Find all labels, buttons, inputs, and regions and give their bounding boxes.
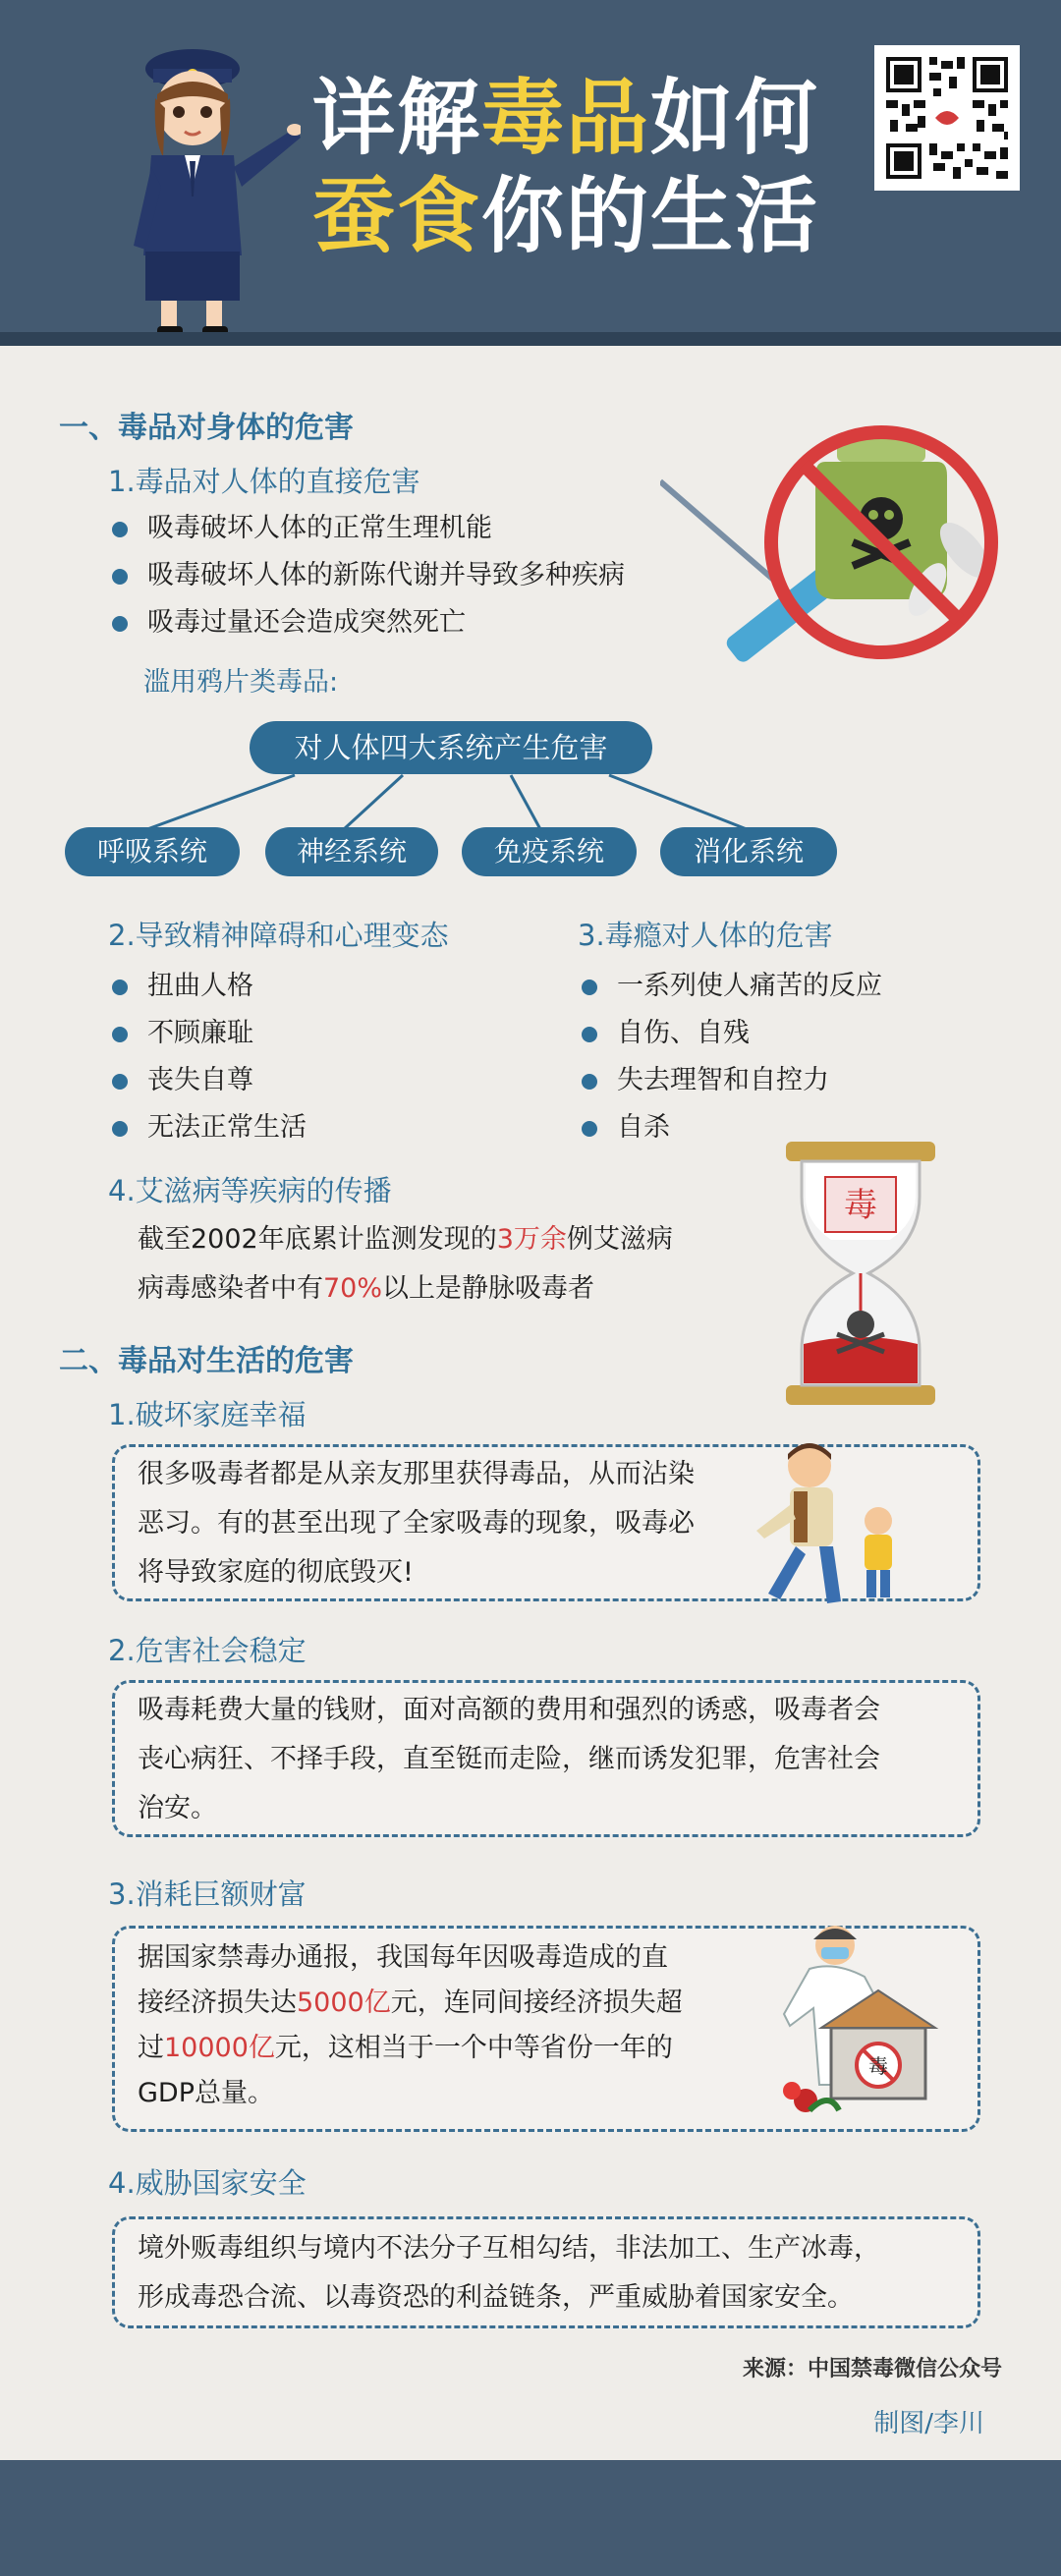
author-credit: 制图/李川 xyxy=(873,2409,984,2438)
list-item: 丧失自尊 xyxy=(108,1057,307,1104)
section1-sub4-title: 4.艾滋病等疾病的传播 xyxy=(108,1174,392,1207)
system-respiratory: 呼吸系统 xyxy=(65,827,240,876)
qr-code-icon xyxy=(882,53,1012,183)
header-banner xyxy=(0,0,1061,334)
list-item: 吸毒破坏人体的正常生理机能 xyxy=(108,505,625,552)
family-illustration xyxy=(749,1436,916,1609)
svg-text:毒: 毒 xyxy=(844,1186,877,1225)
list-item: 失去理智和自控力 xyxy=(578,1057,882,1104)
section1-sub1-list xyxy=(108,505,625,646)
list-item: 吸毒过量还会造成突然死亡 xyxy=(108,599,625,646)
qr-code[interactable] xyxy=(874,45,1020,191)
svg-text:毒: 毒 xyxy=(868,2054,888,2078)
four-systems-pill: 对人体四大系统产生危害 xyxy=(250,721,652,774)
section2-sub1-title: 1.破坏家庭幸福 xyxy=(108,1398,307,1431)
aids-stat-line2: 病毒感染者中有70%以上是静脉吸毒者 xyxy=(138,1273,595,1304)
security-text: 境外贩毒组织与境内不法分子互相勾结，非法加工、生产冰毒， 形成毒恐合流、以毒资恐的利益链条，严重威胁着国家安全。 xyxy=(138,2233,880,2313)
hourglass-icon xyxy=(782,1138,939,1409)
section2-sub3-title: 3.消耗巨额财富 xyxy=(108,1877,307,1911)
list-item: 一系列使人痛苦的反应 xyxy=(578,963,882,1010)
section1-sub2-title: 2.导致精神障碍和心理变态 xyxy=(108,919,449,952)
opium-label: 滥用鸦片类毒品: xyxy=(143,667,339,698)
page-title: 详解毒品如何 蚕食你的生活 xyxy=(312,70,820,264)
aids-stat-line1: 截至2002年底累计监测发现的3万余例艾滋病 xyxy=(138,1224,673,1255)
list-item: 自杀 xyxy=(578,1104,882,1151)
header-divider xyxy=(0,332,1061,346)
system-nervous: 神经系统 xyxy=(265,827,438,876)
list-item: 不顾廉耻 xyxy=(108,1010,307,1057)
section2-sub2-title: 2.危害社会稳定 xyxy=(108,1634,307,1667)
society-text: 吸毒耗费大量的钱财，面对高额的费用和强烈的诱惑，吸毒者会 丧心病狂、不择手段，直至铤而走险，继而诱发犯罪，危害社会 治安。 xyxy=(138,1695,880,1823)
section1-sub2-list xyxy=(108,963,307,1151)
list-item: 扭曲人格 xyxy=(108,963,307,1010)
section1-sub1-title: 1.毒品对人体的直接危害 xyxy=(108,465,420,498)
system-immune: 免疫系统 xyxy=(462,827,637,876)
source-credit: 来源：中国禁毒微信公众号 xyxy=(742,2357,1002,2381)
section2-title: 二、毒品对生活的危害 xyxy=(59,1344,354,1378)
section2-sub4-title: 4.威胁国家安全 xyxy=(108,2166,307,2200)
section1-sub3-title: 3.毒瘾对人体的危害 xyxy=(578,919,833,952)
section1-sub3-list xyxy=(578,963,882,1151)
wealth-text: 据国家禁毒办通报，我国每年因吸毒造成的直 接经济损失达5000亿元，连同间接经济损失超 过10000亿元，这相当于一个中等省份一年的 GDP总量。 xyxy=(138,1942,683,2108)
no-drugs-icon xyxy=(660,413,1014,672)
list-item: 吸毒破坏人体的新陈代谢并导致多种疾病 xyxy=(108,552,625,599)
family-text: 很多吸毒者都是从亲友那里获得毒品，从而沾染 恶习。有的甚至出现了全家吸毒的现象，吸毒必 将导致家庭的彻底毁灭! xyxy=(138,1459,695,1588)
footer-band xyxy=(0,2460,1061,2576)
list-item: 自伤、自残 xyxy=(578,1010,882,1057)
list-item: 无法正常生活 xyxy=(108,1104,307,1151)
police-officer-illustration xyxy=(94,29,301,336)
system-digestive: 消化系统 xyxy=(660,827,837,876)
wealth-illustration xyxy=(770,1918,947,2120)
section1-title: 一、毒品对身体的危害 xyxy=(59,411,354,445)
